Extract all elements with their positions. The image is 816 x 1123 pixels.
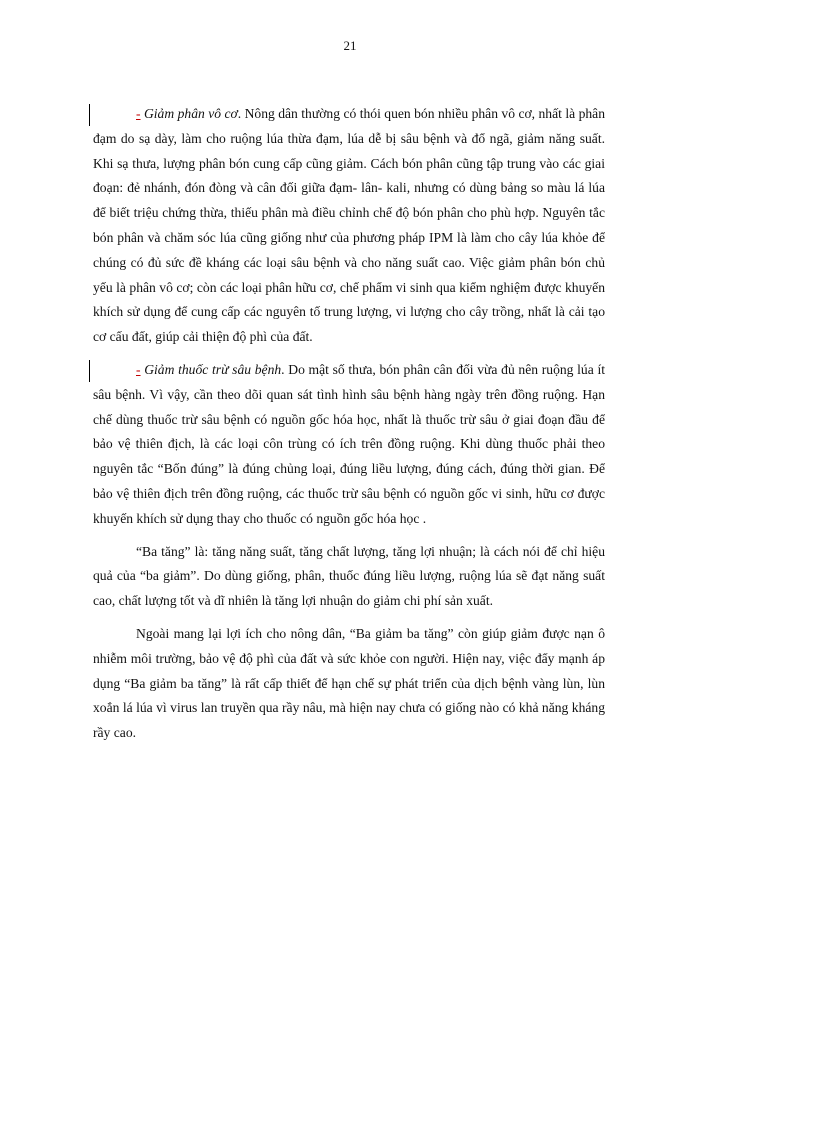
revision-change-bar [89,104,90,126]
paragraph-lead-italic: Giảm thuốc trừ sâu bệnh [140,361,282,377]
paragraph-reduce-pesticide [93,358,605,532]
paragraph-three-increases [93,540,605,614]
paragraph-text: “Ba tăng” là: tăng năng suất, tăng chất lượng, tăng lợi nhuận; là cách nói để chỉ hiệu quả của “ba giảm”. Do dùng giống, phân, thuốc đúng liều lượng, ruộng lúa sẽ đạt năng suất cao, chất lượng tốt và dĩ nhiên là tăng lợi nhuận do giảm chi phí sản xuất. [93,543,605,609]
revision-change-bar [89,360,90,382]
document-body [93,102,605,754]
paragraph-text: Ngoài mang lại lợi ích cho nông dân, “Ba giảm ba tăng” còn giúp giảm được nạn ô nhiễm môi trường, bảo vệ độ phì của đất và sức khỏe con người. Hiện nay, việc đẩy mạnh áp dụng “Ba giảm ba tăng” là rất cấp thiết để hạn chế sự phát triển của dịch bệnh vàng lùn, lùn xoắn lá lúa vì virus lan truyền qua rầy nâu, mà hiện nay chưa có giống nào có khả năng kháng rầy cao. [93,625,605,741]
paragraph-text: . Do mật số thưa, bón phân cân đối vừa đủ nên ruộng lúa ít sâu bệnh. Vì vậy, cần theo dõi quan sát tình hình sâu bệnh hàng ngày trên đồng ruộng. Hạn chế dùng thuốc trừ sâu bệnh có nguồn gốc hóa học, nhất là thuốc trừ sâu ở giai đoạn đầu để bảo vệ thiên địch, là các loại côn trùng có ích trên đồng ruộng. Khi dùng thuốc phải theo nguyên tắc “Bốn đúng” là đúng chủng loại, đúng liều lượng, đúng cách, đúng thời gian. Để bảo vệ thiên địch trên đồng ruộng, các thuốc trừ sâu bệnh có nguồn gốc vi sinh, hữu cơ được khuyến khích sử dụng thay cho thuốc có nguồn gốc hóa học . [93,361,605,526]
revision-dash: - [136,106,141,121]
paragraph-text: . Nông dân thường có thói quen bón nhiều phân vô cơ, nhất là phân đạm do sạ dày, làm cho ruộng lúa thừa đạm, lúa dễ bị sâu bệnh và đổ ngã, giảm năng suất. Khi sạ thưa, lượng phân bón cung cấp cũng giảm. Cách bón phân cũng tập trung vào các giai đoạn: đẻ nhánh, đón đòng và cân đối giữa đạm- lân- kali, nhưng có dùng bảng so màu lá lúa để biết triệu chứng thừa, thiếu phân mà điều chỉnh chế độ bón phân cho phù hợp. Nguyên tắc bón phân và chăm sóc lúa cũng giống như của phương pháp IPM là làm cho cây lúa khỏe để chúng có đủ sức đề kháng các loại sâu bệnh và cho năng suất cao. Việc giảm phân bón chủ yếu là phân vô cơ; còn các loại phân hữu cơ, chế phẩm vi sinh qua kiểm nghiệm được khuyến khích sử dụng để cung cấp các nguyên tố trung lượng, vi lượng cho cây trồng, nhất là cải tạo cơ cấu đất, giúp cải thiện độ phì của đất. [93,106,605,345]
paragraph-reduce-fertilizer [93,102,605,350]
revision-dash: - [136,361,141,377]
paragraph-benefits [93,622,605,746]
paragraph-lead-italic: Giảm phân vô cơ [140,106,238,121]
page-number: 21 [343,38,357,53]
